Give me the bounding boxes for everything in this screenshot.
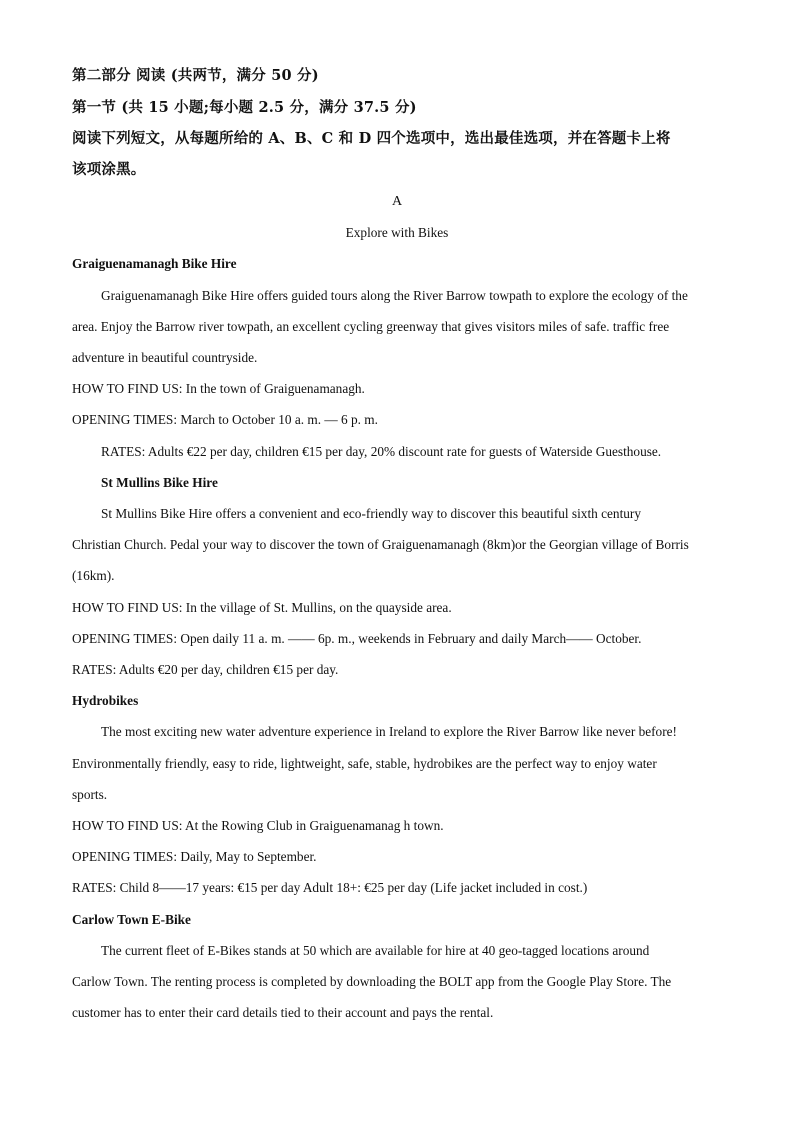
paragraph-line: (16km). (72, 568, 115, 583)
rates: RATES: Adults €22 per day, children €15 per day, 20% discount rate for guests of Waterside Guesthouse. (101, 444, 662, 459)
paragraph-line: Graiguenamanagh Bike Hire offers guided tours along the River Barrow towpath to explore the ecology of the (101, 288, 688, 303)
paragraph-line: Carlow Town. The renting process is completed by downloading the BOLT app from the Google Play Store. The (72, 974, 672, 989)
opening-times: OPENING TIMES: Open daily 11 a. m. —— 6p. m., weekends in February and daily March—— October. (72, 631, 642, 646)
paragraph-line: sports. (72, 787, 108, 802)
paragraph-line: Environmentally friendly, easy to ride, lightweight, safe, stable, hydrobikes are the perfect way to enjoy water (72, 756, 657, 771)
rates: RATES: Child 8——17 years: €15 per day Adult 18+: €25 per day (Life jacket included in cost.) (72, 880, 588, 895)
section-heading: Carlow Town E-Bike (72, 912, 191, 927)
section-header: 第二部分 阅读 (共两节，满分 50 分) (72, 67, 319, 84)
paragraph-line: Christian Church. Pedal your way to discover the town of Graiguenamanagh (8km)or the Georgian village of Borris (72, 537, 689, 552)
paragraph-line: The current fleet of E-Bikes stands at 50 which are available for hire at 40 geo-tagged locations around (101, 943, 650, 958)
passage-letter: A (391, 194, 403, 209)
how-to-find: HOW TO FIND US: In the town of Graiguenamanagh. (72, 381, 365, 396)
paragraph-line: adventure in beautiful countryside. (72, 350, 258, 365)
section-heading: St Mullins Bike Hire (101, 475, 218, 490)
paragraph-line: customer has to enter their card details tied to their account and pays the rental. (72, 1005, 494, 1020)
opening-times: OPENING TIMES: Daily, May to September. (72, 849, 317, 864)
how-to-find: HOW TO FIND US: At the Rowing Club in Graiguenamanag h town. (72, 818, 444, 833)
instructions-line-2: 该项涂黑。 (72, 161, 146, 178)
paragraph-line: The most exciting new water adventure experience in Ireland to explore the River Barrow like never before! (101, 724, 677, 739)
passage-title: Explore with Bikes (345, 225, 449, 240)
subsection-header: 第一节 (共 15 小题;每小题 2.5 分，满分 37.5 分) (72, 99, 417, 116)
opening-times: OPENING TIMES: March to October 10 a. m. — 6 p. m. (72, 412, 378, 427)
paragraph-line: St Mullins Bike Hire offers a convenient and eco-friendly way to discover this beautiful sixth century (101, 506, 641, 521)
how-to-find: HOW TO FIND US: In the village of St. Mullins, on the quayside area. (72, 600, 452, 615)
section-heading: Hydrobikes (72, 693, 139, 708)
paragraph-line: area. Enjoy the Barrow river towpath, an excellent cycling greenway that gives visitors miles of safe. traffic free (72, 319, 670, 334)
instructions-line-1: 阅读下列短文，从每题所给的 A、B、C 和 D 四个选项中，选出最佳选项，并在答题卡上将 (72, 130, 671, 147)
rates: RATES: Adults €20 per day, children €15 per day. (72, 662, 339, 677)
section-heading: Graiguenamanagh Bike Hire (72, 256, 237, 271)
